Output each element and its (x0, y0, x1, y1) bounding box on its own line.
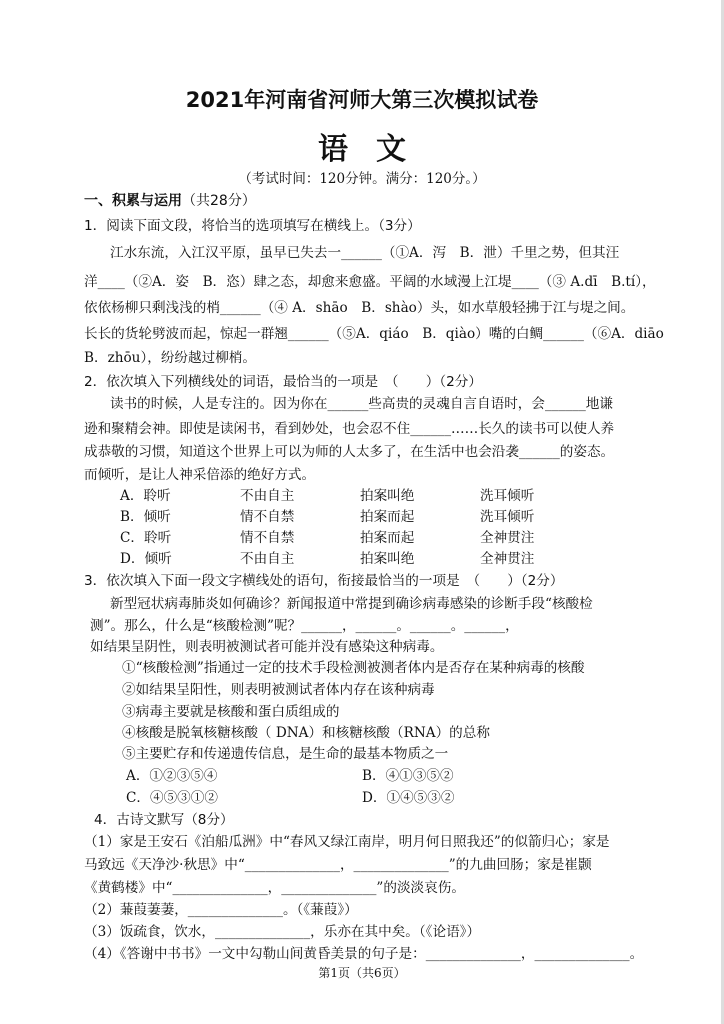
q1-line: 长长的货轮劈波而起，惊起一群翘______（⑤A．qiáo B．qiào）嘴的白鲷______（⑥A．diāo (84, 326, 664, 342)
q4-line: 《黄鹤楼》中“______________，______________”的淡淡哀伤。 (84, 880, 465, 896)
q2-line: 而倾听，是让人神采倍添的绝好方式。 (84, 467, 316, 483)
exam-title: 2021年河南省河师大第三次模拟试卷 (185, 88, 539, 112)
q2-option-d-word2: 不由自主 (240, 551, 295, 567)
q2-option-c-word2: 情不自禁 (240, 530, 295, 546)
q3-option-b: B．④①③⑤② (362, 768, 454, 784)
q3-stem: 3．依次填入下面一段文字横线处的语句，衔接最恰当的一项是 （ ）（2分） (84, 573, 564, 589)
q3-line: 测”。那么，什么是“核酸检测”呢？______，______。______。______， (90, 618, 519, 634)
q2-option-b: B．倾听 (120, 509, 171, 525)
q2-option-b-word3: 拍案而起 (360, 509, 415, 525)
q3-item: ⑤主要贮存和传递遗传信息，是生命的最基本物质之一 (122, 746, 449, 762)
q2-option-a: A．聆听 (120, 488, 171, 504)
page-footer: 第1页（共6页） (318, 966, 406, 980)
exam-info: （考试时间：120分钟。满分：120分。） (238, 171, 486, 187)
q2-stem: 2．依次填入下列横线处的词语，最恰当的一项是 （ ）（2分） (84, 374, 482, 390)
q1-line: 江水东流，入江汉平原，虽早已失去一______（①A．泻 B．泄）千里之势，但其汪 (110, 245, 620, 261)
q2-option-d-word4: 全神贯注 (480, 551, 535, 567)
q1-stem: 1．阅读下面文段，将恰当的选项填写在横线上。（3分） (84, 218, 421, 234)
q2-line: 逊和聚精会神。即使是读闲书，看到妙处，也会忍不住______……长久的读书可以使人养 (84, 421, 615, 437)
q3-line: 新型冠状病毒肺炎如何确诊？新闻报道中常提到确诊病毒感染的诊断手段“核酸检 (110, 596, 593, 612)
q1-line: 洋____（②A．姿 B．恣）肆之态，却愈来愈盛。平阔的水域漫上江堤____（③ A.dī B.tí）， (84, 274, 656, 290)
q2-option-b-word4: 洗耳倾听 (480, 509, 535, 525)
q2-option-c: C．聆听 (120, 530, 172, 546)
q4-line: （3）饭疏食，饮水，______________，乐亦在其中矣。（《论语》） (84, 924, 481, 940)
q3-line: 如结果呈阴性，则表明被测试者可能并没有感染这种病毒。 (90, 639, 444, 655)
q2-line: 成恭敬的习惯，知道这个世界上可以为师的人太多了，在生活中也会沿袭______的姿态。 (84, 444, 615, 460)
q3-item: ①“核酸检测”指通过一定的技术手段检测被测者体内是否存在某种病毒的核酸 (122, 660, 585, 676)
q4-line: 马致远《天净沙·秋思》中“______________，______________”的九曲回肠；家是崔颢 (84, 857, 592, 873)
section-points: （共28分） (182, 193, 256, 209)
q4-line: （4）《答谢中书书》一文中勾勒山间黄昏美景的句子是：______________，______________。 (84, 946, 644, 962)
q2-option-b-word2: 情不自禁 (240, 509, 295, 525)
q1-line: B．zhōu），纷纷越过柳梢。 (84, 350, 256, 366)
q2-option-c-word3: 拍案而起 (360, 530, 415, 546)
q1-line: 依依杨柳只剩浅浅的梢______（④ A．shāo B．shào）头，如水草般轻拂于江与堤之间。 (84, 300, 635, 316)
q3-item: ④核酸是脱氧核糖核酸（ DNA）和核糖核酸（RNA）的总称 (122, 725, 490, 741)
section-title: 一、积累与运用 (84, 193, 182, 209)
q2-option-c-word4: 全神贯注 (480, 530, 535, 546)
q2-option-a-word3: 拍案叫绝 (360, 488, 415, 504)
q4-line: （1）家是王安石《泊船瓜洲》中“春风又绿江南岸，明月何日照我还”的似箭归心；家是 (84, 834, 610, 850)
q4-line: （2）蒹葭萋萋，______________。（《蒹葭》） (84, 902, 358, 918)
q2-option-a-word4: 洗耳倾听 (480, 488, 535, 504)
q3-item: ③病毒主要就是核酸和蛋白质组成的 (122, 704, 340, 720)
q3-option-a: A．①②③⑤④ (126, 768, 218, 784)
q2-option-d: D．倾听 (120, 551, 172, 567)
section-heading (84, 190, 256, 210)
q2-option-a-word2: 不由自主 (240, 488, 295, 504)
q4-stem: 4．古诗文默写（8分） (94, 812, 234, 828)
q3-option-d: D．①④⑤③② (362, 790, 455, 806)
q2-line: 读书的时候，人是专注的。因为你在______些高贵的灵魂自言自语时，会______地谦 (110, 396, 613, 412)
q2-option-d-word3: 拍案叫绝 (360, 551, 415, 567)
subject-title: 语文 (318, 132, 434, 167)
q3-option-c: C．④⑤③①② (126, 790, 218, 806)
q3-item: ②如结果呈阳性，则表明被测试者体内存在该种病毒 (122, 682, 435, 698)
